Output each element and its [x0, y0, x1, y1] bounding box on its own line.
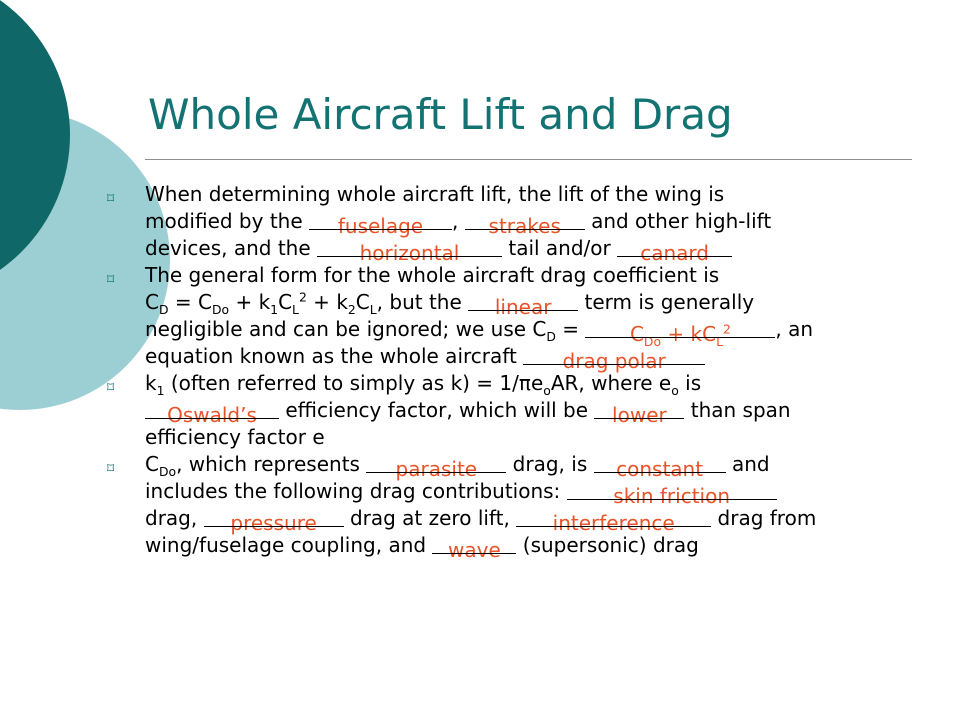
- text: , an: [775, 317, 814, 341]
- text: C: [145, 290, 159, 314]
- text: (supersonic) drag: [516, 533, 699, 557]
- text-line: [145, 478, 945, 508]
- text: C: [629, 322, 644, 346]
- blank-interference: [516, 505, 711, 535]
- text-line: [145, 370, 945, 397]
- answer-wave: wave: [448, 538, 501, 562]
- paragraph-drag-coefficient: [145, 262, 945, 373]
- subscript: L: [716, 334, 723, 349]
- text: (often referred to simply as k) = 1/: [164, 371, 519, 395]
- text-line: [145, 181, 945, 208]
- subscript: D: [158, 302, 169, 317]
- text: C: [278, 290, 293, 314]
- text: than span: [684, 398, 791, 422]
- blank-pressure: [204, 505, 344, 535]
- subscript: Do: [643, 334, 662, 349]
- superscript: 2: [722, 321, 731, 337]
- text: equation known as the whole aircraft: [145, 344, 524, 368]
- blank-drag-polar: [523, 343, 705, 373]
- text: includes the following drag contributions:: [145, 479, 567, 503]
- subscript: 1: [270, 302, 279, 317]
- text: k: [258, 290, 271, 314]
- subscript: 2: [347, 302, 356, 317]
- text: C: [355, 290, 370, 314]
- blank-lower: [594, 397, 684, 427]
- text: C: [198, 290, 212, 314]
- blank-fuselage: [309, 208, 452, 238]
- text: and: [725, 452, 770, 476]
- answer-interference: interference: [552, 511, 675, 535]
- text-line: [145, 343, 945, 373]
- answer-lower: lower: [612, 403, 667, 427]
- blank-wave: [432, 532, 516, 562]
- text: +: [306, 290, 337, 314]
- blank-canard: [617, 235, 732, 265]
- text: drag from: [711, 506, 817, 530]
- text: AR, where e: [550, 371, 672, 395]
- text: +: [229, 290, 259, 314]
- text: k: [336, 290, 348, 314]
- blank-horizontal: [317, 235, 502, 265]
- text-line: [145, 451, 945, 481]
- text: When determining whole aircraft lift, the lift of the wing is: [145, 182, 725, 206]
- title-divider: [145, 159, 912, 160]
- answer-parasite: parasite: [395, 457, 478, 481]
- text: efficiency factor e: [145, 425, 325, 449]
- blank-drag-equation: [585, 316, 775, 349]
- answer-fuselage: fuselage: [337, 214, 424, 238]
- text: wing/fuselage coupling, and: [145, 533, 433, 557]
- blank-linear: [468, 289, 578, 319]
- text: drag at zero lift,: [343, 506, 517, 530]
- bullet-icon: ⌑: [107, 272, 115, 288]
- subscript: Do: [158, 464, 177, 479]
- text-line: [145, 505, 945, 535]
- text: modified by the: [145, 209, 309, 233]
- text-line: [145, 289, 945, 319]
- paragraph-lift: [145, 181, 945, 265]
- answer-linear: linear: [494, 295, 552, 319]
- superscript: 2: [298, 289, 307, 305]
- text: tail and/or: [502, 236, 618, 260]
- answer-skin-friction: skin friction: [613, 484, 730, 508]
- text: ,: [452, 209, 465, 233]
- answer-canard: canard: [640, 241, 709, 265]
- text: drag, is: [506, 452, 594, 476]
- text: + kC: [661, 322, 717, 346]
- answer-strakes: strakes: [488, 214, 561, 238]
- subscript: D: [546, 329, 556, 344]
- text: C: [532, 317, 547, 341]
- text: drag,: [145, 506, 204, 530]
- subscript: o: [543, 383, 551, 398]
- bullet-icon: ⌑: [107, 380, 115, 396]
- answer-drag-polar: drag polar: [562, 349, 666, 373]
- text: C: [145, 452, 159, 476]
- text-line: [145, 262, 945, 289]
- slide-title: Whole Aircraft Lift and Drag: [148, 90, 733, 139]
- paragraph-k-factor: [145, 370, 945, 451]
- text: , but the: [376, 290, 469, 314]
- paragraph-parasite-drag: [145, 451, 945, 562]
- subscript: L: [369, 302, 377, 317]
- blank-parasite: [366, 451, 506, 481]
- answer-oswalds: Oswald’s: [167, 403, 257, 427]
- blank-skin-friction: [567, 478, 777, 508]
- text: is: [678, 371, 702, 395]
- answer-pressure: pressure: [230, 511, 317, 535]
- text: , which represents: [176, 452, 367, 476]
- text: devices, and the: [145, 236, 317, 260]
- text: π: [518, 371, 531, 395]
- text: k: [145, 371, 157, 395]
- text: efficiency factor, which will be: [279, 398, 595, 422]
- bullet-icon: ⌑: [107, 191, 115, 207]
- text: and other high-lift: [584, 209, 772, 233]
- text: =: [168, 290, 198, 314]
- text: e: [530, 371, 544, 395]
- text-line: [145, 208, 945, 238]
- subscript: L: [292, 302, 299, 317]
- bullet-icon: ⌑: [107, 461, 115, 477]
- answer-constant: constant: [616, 457, 704, 481]
- answer-horizontal: horizontal: [359, 241, 460, 265]
- text-line: [145, 397, 945, 427]
- blank-constant: [594, 451, 726, 481]
- text: negligible and can be ignored; we use: [145, 317, 533, 341]
- text: =: [555, 317, 586, 341]
- subscript: o: [671, 383, 679, 398]
- blank-strakes: [465, 208, 585, 238]
- subscript: Do: [211, 302, 230, 317]
- subscript: 1: [156, 383, 165, 398]
- text: term is generally: [578, 290, 755, 314]
- blank-oswalds: [145, 397, 279, 427]
- text: The general form for the whole aircraft drag coefficient is: [145, 263, 720, 287]
